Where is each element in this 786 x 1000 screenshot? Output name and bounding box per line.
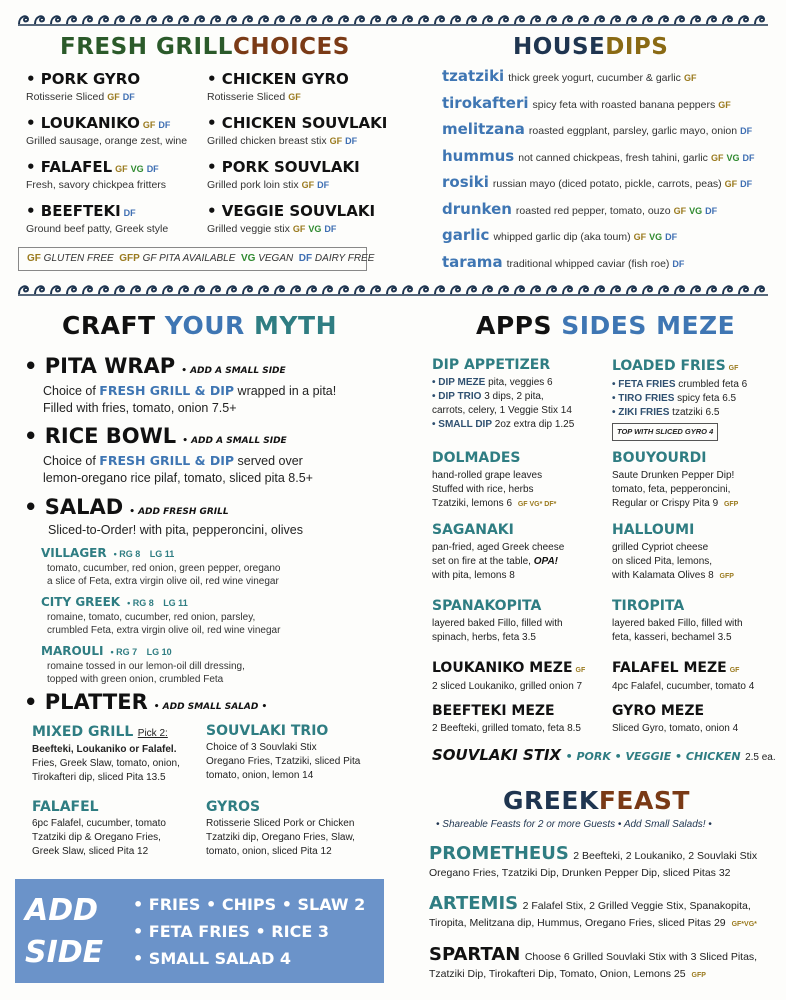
title-word: CHOICES (232, 34, 350, 60)
app-name: TIROPITA (612, 598, 685, 614)
dip-desc: whipped garlic dip (aka toum) (493, 231, 631, 243)
app-name: HALLOUMI (612, 522, 695, 538)
title-word: DIPS (605, 34, 669, 60)
legend-gf: GF (27, 253, 41, 264)
text: Greek Slaw, sliced Pita 12 (32, 846, 149, 857)
text: Choice of (43, 454, 100, 468)
grill-item-desc: Rotisserie Sliced GF DF (26, 91, 135, 103)
stix-price: 2.5 ea. (745, 752, 776, 763)
grill-item-desc: Rotisserie Sliced GF (207, 91, 301, 103)
app-name: BEEFTEKI MEZE (432, 703, 555, 719)
diet-tag: DF (324, 224, 337, 234)
text: layered baked Fillo, filled with (612, 618, 743, 629)
rice-bowl-block (24, 424, 313, 487)
dip-item (442, 120, 752, 139)
platter-souvlaki-trio (206, 723, 360, 783)
legend-gfp: GFP (119, 253, 140, 264)
text: Fries, Greek Slaw, tomato, onion, (32, 758, 180, 769)
dip-name: garlic (442, 226, 490, 244)
diet-tag: GF (288, 92, 301, 102)
text: 2 Beefteki, 2 Loukaniko, 2 Souvlaki Stix (573, 850, 758, 862)
grill-item-name: • CHICKEN GYRO (207, 70, 349, 88)
diet-tag: GF (142, 120, 156, 130)
grill-item-name: • LOUKANIKO (26, 114, 140, 132)
text: feta, kasseri, bechamel 3.5 (612, 632, 732, 643)
loaded-fries (612, 357, 747, 441)
feast-name: ARTEMIS (429, 893, 519, 914)
title-word: GREEK (503, 786, 599, 815)
diet-tag: VG (689, 205, 703, 216)
grill-item (26, 114, 187, 158)
legend-vg-text: VEGAN (258, 253, 294, 264)
text: hand-rolled grape leaves (432, 470, 543, 481)
salad-items (41, 544, 303, 686)
diet-tag: GF (633, 232, 647, 242)
title-word: SIDES (561, 311, 647, 340)
grill-left-column (26, 70, 187, 246)
feast-name: SPARTAN (429, 944, 521, 965)
legend-df: DF (298, 253, 313, 264)
dip-item (442, 147, 754, 166)
text: tomato, onion, lemon 14 (206, 770, 314, 781)
salad-regular-price: • RG 8 (111, 549, 141, 559)
grill-item-name: • BEEFTEKI (26, 202, 121, 220)
platter-title: • PLATTER (24, 690, 148, 714)
text: Oregano Fries, Tzatziki Dip, Drunken Pepper Dip, sliced Pitas 32 (429, 867, 731, 879)
platter-falafel (32, 799, 166, 859)
dips-section-title (513, 34, 668, 60)
salad-item (41, 593, 303, 637)
pita-wrap-title: • PITA WRAP (24, 354, 176, 378)
diet-tag: DF (122, 92, 135, 102)
legend-gfp-text: GF PITA AVAILABLE (142, 253, 236, 264)
grill-item (207, 114, 387, 158)
diet-tag: GF (301, 180, 315, 190)
dip-name: rosiki (442, 173, 489, 191)
dip-item (442, 173, 752, 192)
dip-name: tirokafteri (442, 93, 529, 112)
diet-tag: DF (123, 208, 136, 218)
greek-key-border-top (18, 12, 768, 26)
grill-item (207, 158, 387, 202)
diet-tag: GF (724, 179, 738, 189)
souvlaki-stix (432, 746, 776, 765)
side-label: SIDE (25, 935, 104, 970)
text: 6pc Falafel, cucumber, tomato (32, 818, 166, 829)
dip-name: tzatziki (442, 67, 505, 85)
greek-key-border-middle (18, 282, 768, 296)
grill-right-column (207, 70, 387, 246)
text: tomato, onion, sliced Pita 12 (206, 846, 332, 857)
text: grilled Cypriot cheese (612, 542, 709, 553)
tag: GF (728, 365, 739, 372)
salad-item (41, 642, 303, 686)
title-word: HOUSE (513, 34, 606, 60)
dip-item (442, 67, 696, 86)
salad-intro: Sliced-to-Order! with pita, pepperoncini, olives (48, 523, 303, 537)
text: Regular or Crispy Pita 9 (612, 498, 719, 509)
grill-item-name: • CHICKEN SOUVLAKI (207, 114, 388, 132)
grill-item (207, 202, 387, 246)
text: OPA! (533, 556, 558, 567)
dip-desc: spicy feta with roasted banana peppers (532, 98, 716, 111)
platter-mixed-grill (32, 723, 180, 785)
salad-large-price: LG 10 (141, 647, 172, 657)
side-option: • FRIES • CHIPS • SLAW 2 (133, 895, 366, 914)
side-option: • SMALL SALAD 4 (133, 949, 292, 968)
title-word: FRESH (60, 34, 148, 60)
salad-item (41, 544, 303, 588)
bouyourdi (612, 450, 738, 512)
salad-regular-price: • RG 8 (124, 598, 154, 608)
salad-name: CITY GREEK (41, 595, 121, 609)
text: Stuffed with rice, herbs (432, 484, 534, 495)
app-name: SOUVLAKI STIX (432, 746, 562, 764)
text: Choose 6 Grilled Souvlaki Stix with 3 Sliced Pitas, (524, 951, 758, 963)
diet-tag: VG (130, 164, 144, 174)
feast-section-title (503, 786, 690, 815)
grill-section-title (60, 34, 350, 60)
salad-name: MAROULI (41, 644, 104, 658)
tag: GFP (723, 501, 739, 508)
diet-tag: GF (718, 99, 731, 110)
diet-tag: GF (107, 92, 120, 102)
text: Tzatziki dip, Oregano Fries, Slaw, (206, 832, 355, 843)
diet-tag: VG (649, 232, 663, 242)
app-name: FALAFEL MEZE (612, 660, 727, 676)
text: tzatziki 6.5 (669, 407, 720, 418)
text: Tirokafteri dip, sliced Pita 13.5 (32, 772, 166, 783)
salad-desc: romaine, tomato, cucumber, red onion, parsley, crumbled Feta, extra virgin olive oil, red wine vinegar (47, 612, 281, 636)
app-name: DOLMADES (432, 450, 521, 466)
highlight: FRESH GRILL & DIP (99, 453, 235, 468)
tiropita (612, 598, 743, 645)
salad-regular-price: • RG 7 (107, 647, 138, 657)
diet-tag: GF (115, 164, 128, 174)
saganaki (432, 522, 564, 583)
text: 4pc Falafel, cucumber, tomato 4 (612, 681, 755, 692)
diet-tag: DF (158, 120, 171, 130)
diet-tag: VG (726, 152, 740, 163)
grill-item-desc: Grilled chicken breast stix GF DF (207, 135, 358, 147)
dolmades (432, 450, 556, 512)
title-word: CRAFT (62, 311, 156, 340)
salad-block (24, 495, 303, 686)
rice-bowl-desc (43, 452, 313, 487)
title-word: APPS (476, 311, 552, 340)
grill-item-desc: Fresh, savory chickpea fritters (26, 179, 167, 191)
diet-tag: DF (740, 179, 753, 189)
diet-tag: VG (308, 224, 322, 234)
tag: GF VG* DF* (517, 501, 557, 508)
diet-tag: DF (317, 180, 330, 190)
app-name: GYRO MEZE (612, 703, 705, 719)
text: Beefteki, Loukaniko or Falafel. (32, 744, 177, 755)
platter-note: • ADD SMALL SALAD • (153, 702, 268, 712)
halloumi (612, 522, 734, 584)
text: Filled with fries, tomato, onion 7.5+ (43, 401, 237, 415)
text: pita, veggies 6 (485, 377, 553, 388)
diet-tag: DF (345, 136, 358, 146)
text: spinach, herbs, feta 3.5 (432, 632, 536, 643)
side-option: • FETA FRIES • RICE 3 (133, 922, 329, 941)
app-name: DIP APPETIZER (432, 357, 551, 373)
stix-options: • PORK • VEGGIE • CHICKEN (565, 750, 741, 763)
grill-item-desc: Grilled veggie stix GF VG DF (207, 223, 337, 235)
title-word: YOUR (164, 311, 245, 340)
platter-block (24, 690, 267, 714)
grill-item (207, 70, 387, 114)
legend-gf-text: GLUTEN FREE (43, 253, 114, 264)
grill-item (26, 158, 187, 202)
dip-appetizer (432, 357, 574, 432)
text: 2 Beefteki, grilled tomato, feta 8.5 (432, 723, 581, 734)
text: on sliced Pita, lemons, (612, 556, 713, 567)
grill-item (26, 70, 187, 114)
dip-item (442, 200, 717, 219)
grill-item-desc: Ground beef patty, Greek style (26, 223, 169, 235)
grill-item-desc: Grilled sausage, orange zest, wine (26, 135, 188, 147)
text: • SMALL DIP (432, 419, 492, 430)
tag: GF (575, 667, 586, 674)
text: • TIRO FRIES (612, 393, 675, 404)
grill-item-name: • FALAFEL (26, 158, 113, 176)
title-word: FEAST (598, 786, 690, 815)
salad-large-price: LG 11 (144, 549, 175, 559)
highlight: FRESH GRILL & DIP (99, 383, 235, 398)
diet-tag: DF (740, 126, 753, 136)
grill-item-name: • PORK GYRO (26, 70, 141, 88)
text: Tzatziki Dip, Tirokafteri Dip, Tomato, Onion, Lemons 25 (429, 968, 686, 980)
text: Sliced Gyro, tomato, onion 4 (612, 723, 739, 734)
text: • FETA FRIES (612, 379, 676, 390)
dip-desc: not canned chickpeas, fresh tahini, garlic (518, 151, 708, 164)
feast-name: PROMETHEUS (429, 843, 569, 864)
salad-title: • SALAD (24, 495, 124, 519)
dip-name: tarama (442, 252, 503, 271)
app-name: LOUKANIKO MEZE (432, 660, 573, 676)
text: with Kalamata Olives 8 (612, 570, 714, 581)
gyro-topping-note: TOP WITH SLICED GYRO 4 (612, 423, 718, 441)
diet-tag: GF (683, 73, 697, 83)
spanakopita (432, 598, 563, 645)
platter-gyros (206, 799, 355, 859)
legend-vg: VG (240, 253, 256, 264)
text: Oregano Fries, Tzatziki, sliced Pita (206, 756, 361, 767)
diet-tag: DF (672, 258, 685, 269)
platter-item-name: GYROS (206, 799, 261, 815)
text: carrots, celery, 1 Veggie Stix 14 (432, 405, 572, 416)
tag: GFP (719, 573, 734, 580)
dip-desc: russian mayo (diced potato, pickle, carrots, peas) (492, 178, 722, 190)
diet-tag: GF (292, 224, 306, 234)
diet-tag: GF (710, 152, 724, 163)
craft-section-title (62, 311, 337, 340)
text: set on fire at the table, (432, 556, 534, 567)
dip-desc: roasted red pepper, tomato, ouzo (515, 204, 671, 217)
app-name: LOADED FRIES (612, 358, 726, 374)
text: wrapped in a pita! (234, 384, 337, 398)
pick-label: Pick 2: (137, 728, 168, 739)
text: served over (234, 454, 303, 468)
feast-artemis (429, 893, 757, 929)
text: • ZIKI FRIES (612, 407, 670, 418)
grill-item-desc: Grilled pork loin stix GF DF (207, 179, 330, 191)
pita-wrap-block (24, 354, 336, 417)
grill-item (26, 202, 187, 246)
text: Tzatziki, lemons 6 (432, 498, 513, 509)
platter-item-name: MIXED GRILL (32, 724, 134, 740)
text: Saute Drunken Pepper Dip! (612, 470, 735, 481)
text: lemon-oregano rice pilaf, tomato, sliced pita 8.5+ (43, 471, 313, 485)
text: 3 dips, 2 pita, (481, 391, 544, 402)
tag: GFP (691, 972, 706, 979)
title-word: MYTH (254, 311, 337, 340)
tag: GF*VG* (731, 921, 757, 928)
text: Tzatziki dip & Oregano Fries, (32, 832, 161, 843)
feast-subtitle: • Shareable Feasts for 2 or more Guests • Add Small Salads! • (436, 819, 712, 830)
text: layered baked Fillo, filled with (432, 618, 563, 629)
salad-name: VILLAGER (41, 546, 107, 560)
text: • DIP TRIO (432, 391, 482, 402)
pita-wrap-note: • ADD A SMALL SIDE (181, 366, 286, 376)
salad-desc: tomato, cucumber, red onion, green pepper, oregano a slice of Feta, extra virgin olive oil, red wine vinegar (47, 563, 281, 587)
dip-desc: thick greek yogurt, cucumber & garlic (508, 72, 681, 84)
grill-item-name: • VEGGIE SOUVLAKI (207, 202, 376, 220)
dip-desc: roasted eggplant, parsley, garlic mayo, onion (528, 125, 738, 137)
app-name: SPANAKOPITA (432, 598, 542, 614)
text: Rotisserie Sliced Pork or Chicken (206, 818, 355, 829)
dip-name: melitzana (442, 120, 525, 138)
feast-prometheus (429, 843, 757, 879)
dip-item (442, 226, 677, 245)
title-word: GRILL (155, 34, 233, 60)
dip-item (442, 94, 731, 113)
text: crumbled feta 6 (675, 379, 748, 390)
gyro-meze (612, 703, 738, 736)
diet-legend (18, 247, 375, 271)
apps-section-title (476, 311, 735, 340)
salad-desc: romaine tossed in our lemon-oil dill dressing, topped with green onion, crumbled Feta (47, 661, 245, 685)
text: with pita, lemons 8 (432, 570, 515, 581)
salad-note: • ADD FRESH GRILL (129, 507, 229, 517)
text: • DIP MEZE (432, 377, 486, 388)
dip-name: drunken (442, 199, 512, 218)
diet-tag: DF (146, 164, 159, 174)
feast-spartan (429, 944, 757, 980)
text: spicy feta 6.5 (674, 393, 737, 404)
text: Choice of 3 Souvlaki Stix (206, 742, 317, 753)
dip-desc: traditional whipped caviar (fish roe) (506, 257, 670, 270)
pita-wrap-desc (43, 382, 336, 417)
text: pan-fried, aged Greek cheese (432, 542, 565, 553)
grill-item-name: • PORK SOUVLAKI (207, 158, 360, 176)
dip-item (442, 253, 684, 272)
text: tomato, feta, pepperoncini, (612, 484, 731, 495)
platter-item-name: SOUVLAKI TRIO (206, 723, 329, 739)
beefteki-meze (432, 703, 581, 736)
text: 2 sliced Loukaniko, grilled onion 7 (432, 681, 583, 692)
rice-bowl-title: • RICE BOWL (24, 424, 177, 448)
falafel-meze (612, 659, 754, 694)
diet-tag: DF (742, 152, 755, 163)
legend-df-text: DAIRY FREE (314, 253, 375, 264)
tag: GF (729, 667, 740, 674)
add-side-box (15, 879, 384, 983)
salad-large-price: LG 11 (158, 598, 188, 608)
text: Tiropita, Melitzana dip, Hummus, Oregano Fries, sliced Pitas 29 (429, 917, 726, 929)
add-label: ADD (25, 893, 99, 928)
text: 2oz extra dip 1.25 (492, 419, 575, 430)
diet-tag: DF (665, 232, 678, 242)
loukaniko-meze (432, 659, 585, 694)
diet-tag: GF (329, 136, 343, 146)
diet-tag: DF (705, 205, 718, 216)
rice-bowl-note: • ADD A SMALL SIDE (182, 436, 287, 446)
app-name: SAGANAKI (432, 522, 514, 538)
diet-tag: GF (673, 205, 687, 216)
platter-item-name: FALAFEL (32, 799, 99, 815)
text: 2 Falafel Stix, 2 Grilled Veggie Stix, Spanakopita, (522, 900, 751, 912)
title-word: MEZE (656, 311, 736, 340)
text: Choice of (43, 384, 100, 398)
dip-name: hummus (442, 146, 515, 165)
app-name: BOUYOURDI (612, 450, 707, 466)
